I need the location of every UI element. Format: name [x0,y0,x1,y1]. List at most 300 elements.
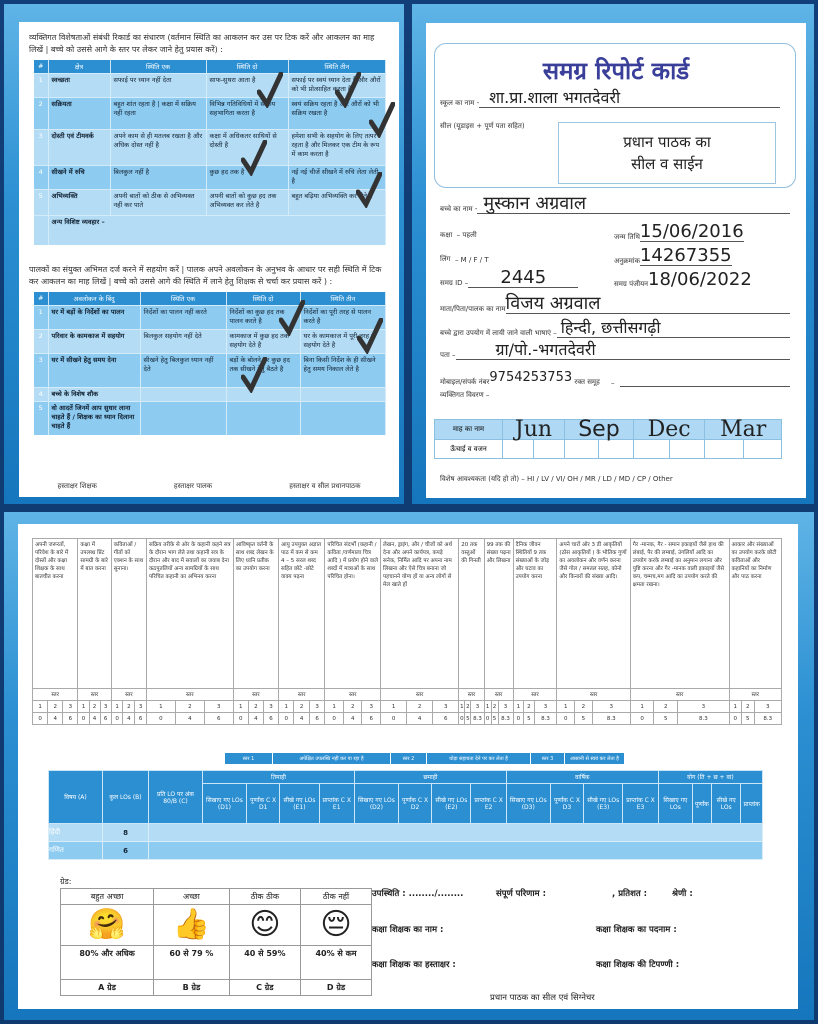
level-number: 1 [325,701,344,713]
level-score: 0 [557,713,575,725]
lo-description: 99 तक की संख्या पढ़ना और लिखना [484,539,513,689]
level-number: 2 [123,701,135,713]
level-score: 4 [294,713,309,725]
address-row [440,341,790,360]
address-label: पता – [440,351,456,359]
traits-intro: व्यक्तिगत विशेषताओं संबंधी रिकार्ड का संधारण (वर्तमान स्थिति का आकलन कर उस पर टिक करें और आकलन का माह लिखें | बच्चे को उससे आगे के स्तर पर लेकर जाने हेतु प्रयास करें) : [29,33,375,54]
math-empty-cells [149,842,763,860]
grade-letter: C ग्रेड [229,980,300,996]
blood-line [620,386,790,387]
panel-report-card [412,4,814,504]
row-area: घर में सीखने हेतु समय देना [48,353,140,387]
level-header: स्तर [78,689,111,701]
legend-value: आसानी से स्वयं कर लेता है [565,753,625,764]
sub-header: सीखे गए LOs (E2) [432,784,471,824]
cell [300,387,386,401]
samagra-value: 2445 [468,269,578,288]
mobile-row [440,369,790,387]
class-value: – पहली [456,231,477,239]
level-number: 3 [754,701,781,713]
grade-letter: A ग्रेड [61,980,154,996]
lang-row [440,319,790,338]
seal-label: सील (यूडाइस + पूर्ण पता सहित) [440,122,525,130]
row-area: सीखने में रुचि [48,165,110,189]
sheet-personal-traits [19,22,399,497]
blood-value: – [610,379,615,387]
lo-description: लेखन, ड्राइंग, और / चीजों को अर्थ देना और अपने कार्यपत्र, कपड़े सनेक, निर्मित आदि पर अपना नाम लिखना और ऐसे चित्र बनाना जो पहचानने योग्य हों या अन्य लोगों से मेल खाते हों [381,539,459,689]
hindi-empty-cells [149,824,763,842]
legend-key: स्तर 1 [225,753,273,764]
class-label: कक्षा [440,231,453,239]
lo-description: आयु उपयुक्त अज्ञात पाठ में कम से कम 4 – 5 सरल शब्द सहित छोटे -छोटे वाक्य पढ़ना [279,539,325,689]
col-header: स्थिति तीन [288,60,386,73]
level-number: 3 [498,701,513,713]
level-header: स्तर [111,689,146,701]
month-label: माह का नाम [435,420,503,440]
lo-description: कविताओं / गीतों को एक्शन के साथ सुनाना। [111,539,146,689]
group-quarterly: तिमाही [203,771,355,784]
level-score: 8.3 [754,713,781,725]
level-number: 2 [491,701,498,713]
level-number: 1 [111,701,123,713]
cell [300,401,386,435]
col-header: क्षेत्र [48,60,110,73]
cell: बहुत शांत रहता है | कक्षा में सक्रिय नहीं रहता [110,97,206,129]
result-table [48,770,763,860]
row-num: 3 [34,129,48,165]
row-area: अभिव्यक्ति [48,189,110,215]
level-score: 8.3 [592,713,630,725]
cell: बिलकुल सहयोग नहीं देते [140,329,226,353]
month-sep: Sep [564,420,633,440]
row-area: बच्चे के विशेष शौक [48,387,140,401]
other-behaviour: अन्य विशिष्ट व्यवहार – [48,215,386,245]
row-num: 4 [34,387,48,401]
sub-header: सिखाए गए LOs (D1) [203,784,247,824]
level-score: 6 [309,713,324,725]
level-header: स्तर [557,689,630,701]
school-label: स्कूल का नाम - [440,99,480,107]
check-mark-icon [369,102,395,138]
row-area: परिवार के कामकाज में सहयोग [48,329,140,353]
level-header: स्तर [33,689,78,701]
level-number: 2 [175,701,204,713]
sub-header: सीखे गए LOs (E3) [584,784,623,824]
lo-description: कक्षा में उपलब्ध प्रिंट सामग्री के बारे में बात करना [78,539,111,689]
row-area: दोस्ती एवं टीमवर्क [48,129,110,165]
seal-line1: प्रधान पाठक का [623,133,711,151]
reg-label: समग्र पंजीयन [614,280,649,288]
hw-cell [564,440,598,459]
seal-line2: सील व साईन [631,155,703,173]
cell: विभिन्न गतिविधियों में सक्रिय सहभागिता करता है [206,97,288,129]
sub-header: पूर्णांक C X D1 [246,784,279,824]
dob-label: जन्म तिथि [614,233,640,241]
gender-row [440,255,489,264]
cell [226,401,300,435]
parent-signature-label: हस्ताक्षर पालक [173,482,213,490]
grade-range: 40 से 59% [229,946,300,980]
level-header: स्तर [729,689,781,701]
check-mark-icon [257,72,283,108]
panel-lo-assessment [4,512,814,1020]
level-number: 1 [233,701,248,713]
cell: नई नई चीजें सीखने में रुचि लेता लेती है [288,165,386,189]
col-header: स्थिति दो [226,292,300,305]
mobile-label: मोबाइल/संपर्क नंबर [440,378,490,386]
cell: बिलकुल नहीं है [110,165,206,189]
legend-value: थोड़ा सहायता देने पर कर लेता है [427,753,531,764]
sub-header: प्राप्तांक C X E1 [319,784,354,824]
sad-emoji-icon: 😔 [301,905,372,946]
lang-label: बच्चे द्वारा उपयोग में लायी जाने वाली भाषाएं – [440,329,557,337]
grade-range: 80% और अधिक [61,946,154,980]
col-total-los: कुल LOs (B) [103,771,149,824]
child-row [440,195,790,214]
level-score: 4 [123,713,135,725]
row-num: 2 [34,97,48,129]
level-score: 0 [33,713,48,725]
dob-value: 15/06/2016 [639,221,744,242]
level-header: स्तर [325,689,381,701]
group-annual: वार्षिक [506,771,658,784]
level-score: 0 [381,713,407,725]
check-mark-icon [279,300,305,336]
col-per-lo: प्रति LO पर अंक 80/B (C) [149,771,203,824]
check-mark-icon [356,172,382,208]
row-num: 5 [34,189,48,215]
cell: स्वयं सक्रिय रहता है और औरों को भी सक्रिय रखता है [288,97,386,129]
level-number: 2 [654,701,678,713]
hw-cell [669,440,705,459]
cell: साफ-सुथरा आता है [206,73,288,97]
cell: बिना किसी निर्देश के ही सीखने हेतु समय निकाल लेते है [300,353,386,387]
grade-letter: B ग्रेड [154,980,230,996]
subject-hindi: हिंदी [49,824,103,842]
month-mar: Mar [705,420,782,440]
cell: निर्देशों का कुछ हद तक पालन करते है [226,305,300,329]
level-score: 5 [742,713,755,725]
level-score: 5 [575,713,593,725]
report-card-title: समग्र रिपोर्ट कार्ड [542,56,690,85]
division-label: श्रेणी : [672,889,693,899]
cell: निर्देशों का पालन नहीं करते [140,305,226,329]
level-score: 6 [63,713,78,725]
row-num: 3 [34,353,48,387]
month-jun: Jun [503,420,565,440]
level-score: 0 [279,713,294,725]
level-number: 2 [575,701,593,713]
math-total: 6 [103,842,149,860]
lang-value: हिन्दी, छत्तीसगढ़ी [557,319,790,338]
level-score: 0 [484,713,491,725]
sub-header: पूर्णांक [692,784,711,824]
hw-cell [503,440,534,459]
level-score: 0 [630,713,654,725]
level-score: 5 [465,713,471,725]
level-number: 1 [513,701,524,713]
cell: अपने काम से ही मतलब रखता है और अधिक दोस्त नहीं है [110,129,206,165]
traits-table [34,60,386,245]
sub-header: प्राप्तांक C X E2 [471,784,506,824]
blood-label: रक्त समूह [574,378,600,386]
level-score: 0 [146,713,175,725]
level-number: 2 [524,701,535,713]
grade-range: 60 से 79 % [154,946,230,980]
teacher-signature-label: कक्षा शिक्षक का हस्ताक्षर : [372,960,456,970]
cell: सीखने हेतु बिलकुल ध्यान नहीं देते [140,353,226,387]
hw-cell [533,440,564,459]
cell: बहुत बढ़िया अभिव्यक्ति कर लेते हैं [288,189,386,215]
roll-row [614,247,732,266]
legend-value: अपेक्षित उपलब्धि नहीं कर पा रहा है [273,753,391,764]
row-num [34,215,48,245]
level-number: 1 [729,701,742,713]
level-score: 6 [204,713,233,725]
level-score: 6 [362,713,381,725]
row-num: 5 [34,401,48,435]
parent-row [440,295,790,314]
parent-label: माता/पिता/पालक का नाम [440,305,506,313]
teacher-name-label: कक्षा शिक्षक का नाम : [372,925,444,935]
level-number: 3 [362,701,381,713]
level-header: स्तर [146,689,233,701]
child-value: मुस्कान अग्रवाल [477,195,790,214]
cell: अपनी बातों को कुछ हद तक अभिव्यक्त कर लेते है [206,189,288,215]
col-header: स्थिति एक [140,292,226,305]
col-subject: विषय (A) [49,771,103,824]
child-label: बच्चे का नाम - [440,205,478,213]
lo-description: गैर -मानक, गैर - समान इकाइयों जैसे हाथ की लंबाई, पैर की लम्बाई, उंगलियाँ आदि का उपयोग करके लम्बाई का अनुमान लगाना और पुष्टि करना और गैर -मानक वाली इकाइयों जैसे कप, चम्मच,मग आदि का उपयोग करते की क्षमता रखना। [630,539,729,689]
level-number: 3 [534,701,557,713]
level-number: 3 [63,701,78,713]
cell: सफाई पर ध्यान नहीं देता [110,73,206,97]
level-number: 2 [407,701,433,713]
level-number: 2 [248,701,263,713]
learning-outcomes-table [32,538,782,725]
level-score: 4 [248,713,263,725]
grade-name: ठीक नहीं [301,889,372,905]
hw-cell [633,440,669,459]
samagra-row [440,269,578,288]
dob-row [614,223,744,242]
check-mark-icon [335,72,361,108]
subject-math: गणित [49,842,103,860]
roll-value: 14267355 [639,245,732,266]
level-score: 5 [654,713,678,725]
gender-value: – M / F / T [454,256,489,264]
level-score: 0 [459,713,465,725]
level-number: 2 [48,701,63,713]
level-number: 3 [263,701,278,713]
month-dec: Dec [633,420,704,440]
parent-value: विजय अग्रवाल [506,295,790,314]
teacher-remark-label: कक्षा शिक्षक की टिपण्णी : [596,960,680,970]
legend-key: स्तर 2 [391,753,427,764]
height-weight-label: ऊँचाई व वजन [435,440,503,459]
roll-label: अनुक्रमांक [614,257,640,265]
thumbs-up-emoji-icon: 👍 [154,905,230,946]
level-score: 0 [729,713,742,725]
level-header: स्तर [459,689,484,701]
level-header: स्तर [630,689,729,701]
level-number: 3 [135,701,147,713]
sub-header: सिखाए गए LOs (D2) [354,784,398,824]
cell: निर्देशों का पूरी तरह से पालन करते है [300,305,386,329]
percentage-label: , प्रतिशत : [612,889,648,899]
grade-name: अच्छा [154,889,230,905]
level-number: 3 [592,701,630,713]
level-score: 4 [343,713,362,725]
level-score: 6 [263,713,278,725]
hw-cell [743,440,781,459]
class-row [440,231,477,240]
level-score: 0 [233,713,248,725]
hw-cell [705,440,743,459]
level-number: 1 [381,701,407,713]
level-legend [225,753,625,764]
cell: सफाई पर स्वयं ध्यान देता है और औरों को भी प्रोत्साहित करता है [288,73,386,97]
school-row [440,89,780,108]
sub-header: पूर्णांक C X D3 [550,784,583,824]
level-score: 8.3 [534,713,557,725]
level-score: 6 [433,713,459,725]
level-score: 6 [100,713,111,725]
level-score: 5 [491,713,498,725]
level-number: 1 [78,701,89,713]
check-mark-icon [241,140,267,176]
col-header: अवलोकन के बिंदु [48,292,140,305]
signature-row [19,482,399,491]
level-number: 2 [294,701,309,713]
row-num: 1 [34,305,48,329]
sub-header: प्राप्तांक [741,784,763,824]
col-header: # [34,60,48,73]
level-score: 0 [78,713,89,725]
level-score: 8.3 [678,713,729,725]
hw-cell [599,440,633,459]
panel-personal-traits [4,4,404,504]
level-score: 5 [524,713,535,725]
sheet-report-card [426,23,806,498]
sub-header: सीखे गए LOs [711,784,741,824]
row-area: सक्रियता [48,97,110,129]
group-half-yearly: छमाही [354,771,506,784]
level-score: 6 [135,713,147,725]
legend-key: स्तर 3 [531,753,565,764]
sub-header: सिखाए गए LOs [658,784,692,824]
level-header: स्तर [381,689,459,701]
level-number: 3 [433,701,459,713]
cell: कक्षा में अधिकतर साथियों से दोस्ती है [206,129,288,165]
level-number: 2 [465,701,471,713]
reg-row [614,271,752,289]
sub-header: प्राप्तांक C X E3 [623,784,658,824]
col-header: # [34,292,48,305]
level-score: 0 [513,713,524,725]
excited-emoji-icon: 🤗 [61,905,154,946]
personal-label: व्यक्तिगत विवरण – [440,391,490,399]
row-num: 1 [34,73,48,97]
cell: हमेशा सभी के सहयोग के लिए तत्पर रहता है और मिलकर एक टीम के रूप में काम करता है [288,129,386,165]
lo-description: अपने चारों ओर 3 डी आकृतियों (ठोस आकृतियों ) के भौतिक गुणों का अवलोकन और वर्णन करना जैसे गोल / समतल सतह, कोनो और किनारों की संख्या आदि। [557,539,630,689]
lo-description: 20 तक वस्तुओं की गिनती [459,539,484,689]
headmaster-signature-label: हस्ताक्षर व सील प्रधानपाठक [289,482,361,490]
cell: कामकाज में कुछ हद तक सहयोग देते है [226,329,300,353]
row-area: घर में बड़ों के निर्देशों का पालन [48,305,140,329]
cell: कुछ हद तक है [206,165,288,189]
grade-name: बहुत अच्छा [61,889,154,905]
grade-table [60,888,372,996]
level-number: 1 [279,701,294,713]
row-area: स्वच्छता [48,73,110,97]
row-num: 2 [34,329,48,353]
special-needs: विशेष आवश्यकता (यदि हो तो) – HI / LV / VI/ OH / MR / LD / MD / CP / Other [440,475,673,483]
lo-description: अपनी जरूरतों, परिवेश के बारे में दोस्तों और कक्षा शिक्षक के साथ बातचीत करना [33,539,78,689]
level-number: 3 [309,701,324,713]
lo-description: दैनिक जीवन स्थितियों 9 तक संख्याओं के जोड़ और घटाव का उपयोग करना [513,539,557,689]
check-mark-icon [357,318,383,354]
row-area: वो आदतें जिनमें आप सुधार लाना चाहते हैं / शिक्षक का ध्यान दिलाना चाहते हैं [48,401,140,435]
lo-description: परिचित संदर्भों (कहानी /कविता /वर्णमाला चित्र आदि ) में प्रयोग होने वाले शब्दों में मात्राओं के साथ परिचित होना। [325,539,381,689]
lo-description: सक्रिय तरीके से ओर के कहानी कहने सत्र के दौरान भाग लेते तथा कहानी सत्र के दौरान और बाद में सवालों का जवाब देना कठपुतलियों अन्य सामग्रियों के साथ परिचित कहानी का अभिनय करना [146,539,233,689]
level-score: 8.3 [498,713,513,725]
col-header: स्थिति दो [206,60,288,73]
teacher-designation-label: कक्षा शिक्षक का पदनाम : [596,925,677,935]
level-number: 3 [678,701,729,713]
level-header: स्तर [513,689,557,701]
level-number: 3 [471,701,484,713]
level-number: 1 [33,701,48,713]
group-total: योग (ति + छ + वा) [658,771,762,784]
teacher-signature-label: हस्ताक्षर शिक्षक [57,482,97,490]
level-number: 2 [89,701,100,713]
sub-header: सिखाए गए LOs (D3) [506,784,550,824]
level-score: 0 [111,713,123,725]
level-score: 4 [89,713,100,725]
level-score: 0 [325,713,344,725]
row-num: 4 [34,165,48,189]
attendance-label: उपस्थिति : ......../........ [372,889,464,899]
smile-emoji-icon: 😊 [229,905,300,946]
level-header: स्तर [484,689,513,701]
level-number: 1 [459,701,465,713]
level-number: 1 [557,701,575,713]
level-number: 2 [742,701,755,713]
level-score: 8.3 [471,713,484,725]
level-header: स्तर [233,689,278,701]
cell: बड़ों के बोलने पर कुछ हद तक सीखने हेतु बैठते है [226,353,300,387]
level-number: 2 [343,701,362,713]
samagra-label: समग्र ID – [440,279,469,287]
level-number: 3 [204,701,233,713]
parents-intro: पालकों का संयुक्त अभिमत दर्ज करने में सहयोग करें | पालक अपने अवलोकन के अनुभव के आधार पर सही स्थिति में टिक कर आकलन का माह लिखें | बच्चे को उससे आगे की स्थिति में लाने हेतु शिक्षक से चर्चा कर प्रयास करें ) : [29,265,382,286]
level-number: 3 [100,701,111,713]
cell: घर के कामकाज में पूरी तरह से सहयोग देते है [300,329,386,353]
level-score: 4 [175,713,204,725]
grade-label: ग्रेड: [60,877,72,886]
cell [140,401,226,435]
gender-label: लिंग [440,255,451,263]
sub-header: पूर्णांक C X D2 [398,784,431,824]
col-header: स्थिति एक [110,60,206,73]
level-number: 1 [146,701,175,713]
hindi-total: 8 [103,824,149,842]
level-number: 1 [630,701,654,713]
overall-result-label: संपूर्ण परिणाम : [496,889,546,899]
grade-range: 40% से कम [301,946,372,980]
level-score: 4 [407,713,433,725]
